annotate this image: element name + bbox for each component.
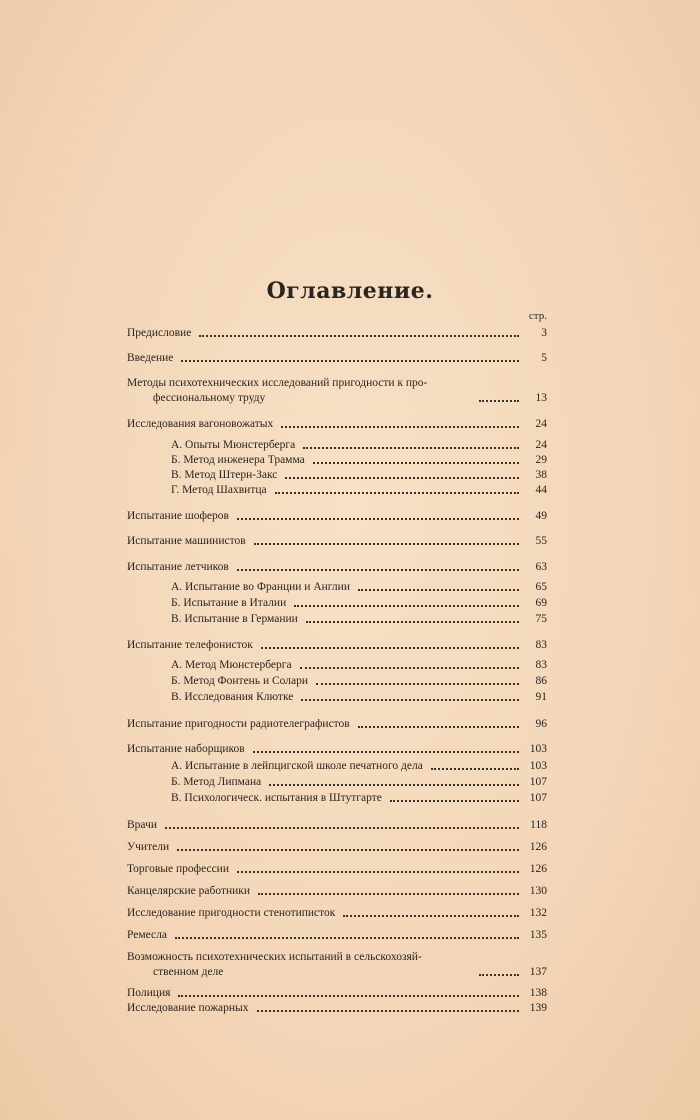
leader-dots [237, 569, 519, 571]
toc-entry-label: Исследование пригодности стенотиписток [127, 907, 336, 919]
toc-entry [127, 884, 547, 899]
toc-entry-page: 3 [541, 327, 547, 339]
toc-entry [127, 840, 547, 855]
leader-dots [281, 426, 519, 428]
leader-dots [390, 800, 519, 802]
leader-dots [178, 995, 519, 997]
toc-entry-label: Торговые профессии [127, 863, 229, 875]
toc-entry-page: 75 [535, 613, 547, 625]
toc-entry-label: А. Испытание в лейпцигской школе печатного дела [171, 760, 423, 772]
toc-subentry [127, 468, 547, 483]
leader-dots [275, 492, 519, 494]
toc-entry-page: 83 [535, 639, 547, 651]
leader-dots [343, 915, 519, 917]
toc-entry-page: 55 [535, 535, 547, 547]
toc-entry-label-line1: Возможность психотехнических испытаний в сельскохозяй- [127, 951, 422, 963]
page-column-label: стр. [528, 310, 547, 322]
toc-entry-page: 103 [529, 760, 547, 772]
toc-entry-page: 107 [529, 792, 547, 804]
leader-dots [261, 647, 519, 649]
toc-entry [127, 950, 547, 980]
toc-entry-page: 126 [529, 863, 547, 875]
toc-subentry [127, 674, 547, 689]
toc-entry [127, 742, 547, 757]
toc-entry-label: Исследование пожарных [127, 1002, 249, 1014]
toc-entry-label: Испытание шоферов [127, 510, 229, 522]
leader-dots [253, 751, 519, 753]
toc-subentry [127, 759, 547, 774]
toc-entry-label: Введение [127, 352, 174, 364]
leader-dots [301, 699, 519, 701]
leader-dots [237, 518, 519, 520]
toc-entry-label: Врачи [127, 819, 158, 831]
leader-dots [181, 360, 519, 362]
toc-subentry [127, 453, 547, 468]
leader-dots [479, 400, 519, 402]
toc-subentry [127, 612, 547, 627]
toc-entry-page: 29 [535, 454, 547, 466]
toc-entry-label: Испытание летчиков [127, 561, 229, 573]
toc-entry-label: Б. Метод инженера Трамма [171, 454, 305, 466]
leader-dots [294, 605, 519, 607]
toc-entry-label: Г. Метод Шахвитца [171, 484, 267, 496]
leader-dots [165, 827, 519, 829]
leader-dots [306, 621, 519, 623]
toc-entry-page: 5 [541, 352, 547, 364]
toc-entry [127, 509, 547, 524]
leader-dots [303, 447, 519, 449]
leader-dots [237, 871, 519, 873]
toc-subentry [127, 775, 547, 790]
toc-subentry [127, 690, 547, 705]
toc-entry [127, 560, 547, 575]
leader-dots [199, 335, 519, 337]
toc-entry-page: 65 [535, 581, 547, 593]
leader-dots [257, 1010, 519, 1012]
toc-entry [127, 862, 547, 877]
leader-dots [358, 726, 519, 728]
toc-entry-label: Полиция [127, 987, 171, 999]
toc-entry [127, 638, 547, 653]
toc-entry-page: 103 [529, 743, 547, 755]
toc-entry-page: 132 [529, 907, 547, 919]
toc-entry-page: 49 [535, 510, 547, 522]
toc-entry-page: 138 [529, 987, 547, 999]
toc-entry [127, 376, 547, 406]
toc-entry-page: 13 [535, 392, 547, 404]
toc-entry-label: Б. Метод Липмана [171, 776, 262, 788]
toc-entry [127, 534, 547, 549]
toc-entry-label: Б. Метод Фонтень и Солари [171, 675, 308, 687]
leader-dots [269, 784, 519, 786]
leader-dots [479, 974, 519, 976]
toc-heading: Оглавление. [266, 278, 434, 304]
leader-dots [177, 849, 519, 851]
toc-entry [127, 928, 547, 943]
toc-entry-label: Испытание телефонисток [127, 639, 253, 651]
leader-dots [300, 667, 519, 669]
toc-entry-label: Б. Испытание в Италии [171, 597, 287, 609]
toc-entry-page: 44 [535, 484, 547, 496]
toc-subentry [127, 596, 547, 611]
toc-entry [127, 818, 547, 833]
toc-entry-page: 86 [535, 675, 547, 687]
toc-entry-label: Учители [127, 841, 170, 853]
toc-entry [127, 1001, 547, 1016]
toc-subentry [127, 438, 547, 453]
toc-entry-page: 135 [529, 929, 547, 941]
toc-entry [127, 717, 547, 732]
toc-entry-label: Испытание наборщиков [127, 743, 245, 755]
toc-entry-page: 63 [535, 561, 547, 573]
toc-entry-page: 130 [529, 885, 547, 897]
toc-entry [127, 326, 547, 341]
toc-entry [127, 351, 547, 366]
toc-entry-page: 24 [535, 418, 547, 430]
toc-entry-label: А. Метод Мюнстерберга [171, 659, 292, 671]
toc-entry-label: А. Опыты Мюнстерберга [171, 439, 296, 451]
leader-dots [313, 462, 519, 464]
toc-entry-label: В. Психологическ. испытания в Штутгарте [171, 792, 382, 804]
toc-entry-page: 24 [535, 439, 547, 451]
leader-dots [358, 589, 519, 591]
toc-entry-label: В. Метод Штерн-Закс [171, 469, 278, 481]
toc-entry-label-line1: Методы психотехнических исследований пригодности к про- [127, 377, 428, 389]
leader-dots [258, 893, 519, 895]
toc-entry-page: 96 [535, 718, 547, 730]
toc-entry-page: 91 [535, 691, 547, 703]
toc-subentry [127, 791, 547, 806]
toc-entry-label-line2: ственном деле [153, 966, 224, 978]
toc-entry-label: В. Испытание в Германии [171, 613, 298, 625]
toc-entry-page: 38 [535, 469, 547, 481]
toc-entry-label: Ремесла [127, 929, 167, 941]
toc-entry-label: Исследования вагоновожатых [127, 418, 274, 430]
table-of-contents [127, 310, 547, 1016]
toc-entry-page: 118 [530, 819, 547, 831]
leader-dots [316, 683, 519, 685]
toc-entry-label: Предисловие [127, 327, 192, 339]
toc-entry-page: 107 [529, 776, 547, 788]
toc-entry-label: В. Исследования Клютке [171, 691, 294, 703]
toc-subentry [127, 483, 547, 498]
toc-entry-label: А. Испытание во Франции и Англии [171, 581, 350, 593]
toc-entry [127, 986, 547, 1001]
toc-entry-label: Испытание пригодности радиотелеграфистов [127, 718, 350, 730]
toc-entry-page: 139 [529, 1002, 547, 1014]
leader-dots [285, 477, 519, 479]
leader-dots [431, 768, 519, 770]
toc-entry-label: Канцелярские работники [127, 885, 251, 897]
leader-dots [175, 937, 519, 939]
toc-entry-page: 83 [535, 659, 547, 671]
toc-subentry [127, 658, 547, 673]
toc-entry-label: Испытание машинистов [127, 535, 246, 547]
toc-entry-page: 126 [529, 841, 547, 853]
toc-entry [127, 906, 547, 921]
toc-entry-page: 69 [535, 597, 547, 609]
toc-entry-page: 137 [529, 966, 547, 978]
toc-entry [127, 417, 547, 432]
toc-subentry [127, 580, 547, 595]
leader-dots [254, 543, 519, 545]
toc-entry-label-line2: фессиональному труду [153, 392, 266, 404]
